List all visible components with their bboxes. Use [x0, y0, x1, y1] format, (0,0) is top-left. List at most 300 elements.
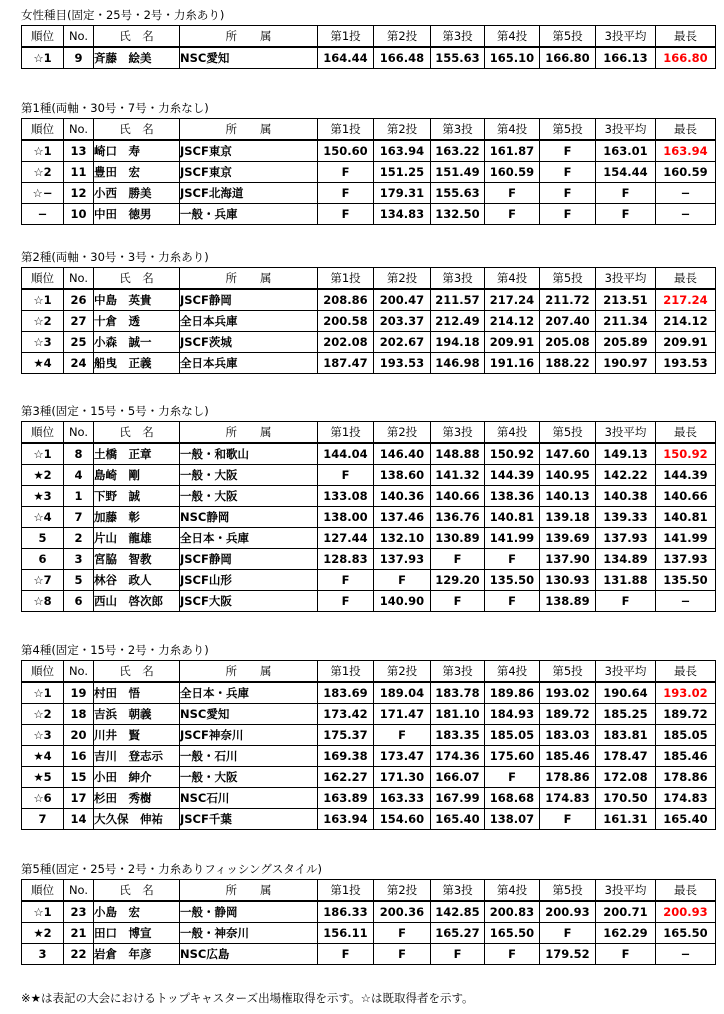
throw4-header: 第4投 [485, 880, 540, 902]
throw5-header: 第5投 [540, 119, 596, 141]
cell-t4: 189.86 [485, 682, 540, 704]
cell-t1: 162.27 [318, 767, 374, 788]
cell-no: 8 [64, 443, 94, 465]
cell-t4: 214.12 [485, 311, 540, 332]
cell-t4: 168.68 [485, 788, 540, 809]
cell-best: 174.83 [656, 788, 716, 809]
affiliation-header: 所 属 [180, 422, 318, 444]
name-header: 氏 名 [94, 661, 180, 683]
cell-t4: 185.05 [485, 725, 540, 746]
cell-t4: 191.16 [485, 353, 540, 374]
affiliation-header: 所 属 [180, 268, 318, 290]
throw5-header: 第5投 [540, 26, 596, 48]
cell-no: 20 [64, 725, 94, 746]
header-row [22, 880, 716, 902]
table-row [22, 704, 716, 725]
cell-name: 西山 啓次郎 [94, 591, 180, 612]
cell-best: 185.46 [656, 746, 716, 767]
average-header: 3投平均 [596, 422, 656, 444]
cell-t2: 171.30 [374, 767, 431, 788]
cell-t3: 174.36 [431, 746, 485, 767]
cell-t4: 165.10 [485, 47, 540, 69]
best-header: 最長 [656, 119, 716, 141]
cell-t2: F [374, 944, 431, 965]
cell-t4: 161.87 [485, 140, 540, 162]
cell-best: 189.72 [656, 704, 716, 725]
cell-rank: ☆− [22, 183, 64, 204]
cell-rank: ☆4 [22, 507, 64, 528]
cell-name: 島崎 剛 [94, 465, 180, 486]
rank-header: 順位 [22, 26, 64, 48]
cell-aff: JSCF茨城 [180, 332, 318, 353]
throw2-header: 第2投 [374, 26, 431, 48]
cell-no: 1 [64, 486, 94, 507]
results-table [21, 421, 716, 612]
cell-t3: 155.63 [431, 183, 485, 204]
cell-name: 宮脇 智教 [94, 549, 180, 570]
cell-avg: 172.08 [596, 767, 656, 788]
cell-avg: 166.13 [596, 47, 656, 69]
cell-t5: 139.18 [540, 507, 596, 528]
throw5-header: 第5投 [540, 661, 596, 683]
cell-t2: 138.60 [374, 465, 431, 486]
cell-t3: F [431, 944, 485, 965]
best-header: 最長 [656, 268, 716, 290]
cell-t2: 132.10 [374, 528, 431, 549]
cell-t2: 193.53 [374, 353, 431, 374]
cell-t4: 175.60 [485, 746, 540, 767]
cell-t3: 194.18 [431, 332, 485, 353]
header-row [22, 422, 716, 444]
cell-name: 十倉 透 [94, 311, 180, 332]
cell-t3: 183.78 [431, 682, 485, 704]
cell-best: 166.80 [656, 47, 716, 69]
cell-t5: F [540, 809, 596, 830]
cell-name: 川井 賢 [94, 725, 180, 746]
cell-t2: F [374, 923, 431, 944]
cell-t1: 163.89 [318, 788, 374, 809]
cell-t1: F [318, 465, 374, 486]
cell-t4: 140.81 [485, 507, 540, 528]
throw2-header: 第2投 [374, 422, 431, 444]
cell-no: 22 [64, 944, 94, 965]
cell-t3: 146.98 [431, 353, 485, 374]
cell-aff: JSCF神奈川 [180, 725, 318, 746]
cell-rank: ★3 [22, 486, 64, 507]
results-table [21, 879, 716, 965]
cell-best: 200.93 [656, 901, 716, 923]
cell-no: 25 [64, 332, 94, 353]
cell-best: − [656, 944, 716, 965]
best-header: 最長 [656, 26, 716, 48]
cell-name: 片山 龍雄 [94, 528, 180, 549]
table-row [22, 332, 716, 353]
throw5-header: 第5投 [540, 268, 596, 290]
results-table [21, 660, 716, 830]
cell-no: 13 [64, 140, 94, 162]
cell-no: 16 [64, 746, 94, 767]
cell-no: 4 [64, 465, 94, 486]
cell-t1: 164.44 [318, 47, 374, 69]
cell-best: 209.91 [656, 332, 716, 353]
cell-rank: ☆7 [22, 570, 64, 591]
cell-t3: 167.99 [431, 788, 485, 809]
cell-aff: JSCF静岡 [180, 549, 318, 570]
cell-no: 10 [64, 204, 94, 225]
results-table [21, 25, 716, 69]
cell-rank: 7 [22, 809, 64, 830]
cell-t1: 138.00 [318, 507, 374, 528]
cell-aff: JSCF北海道 [180, 183, 318, 204]
cell-t5: 188.22 [540, 353, 596, 374]
table-row [22, 591, 716, 612]
throw4-header: 第4投 [485, 119, 540, 141]
cell-avg: 200.71 [596, 901, 656, 923]
cell-t2: 140.90 [374, 591, 431, 612]
cell-t2: 173.47 [374, 746, 431, 767]
table-row [22, 809, 716, 830]
cell-t2: 163.94 [374, 140, 431, 162]
cell-t2: 137.93 [374, 549, 431, 570]
cell-t1: 128.83 [318, 549, 374, 570]
cell-t4: 184.93 [485, 704, 540, 725]
cell-name: 小森 誠一 [94, 332, 180, 353]
average-header: 3投平均 [596, 26, 656, 48]
cell-no: 7 [64, 507, 94, 528]
cell-best: 217.24 [656, 289, 716, 311]
header-row [22, 268, 716, 290]
average-header: 3投平均 [596, 268, 656, 290]
cell-avg: 185.25 [596, 704, 656, 725]
affiliation-header: 所 属 [180, 661, 318, 683]
rank-header: 順位 [22, 422, 64, 444]
cell-best: − [656, 183, 716, 204]
cell-t3: 165.27 [431, 923, 485, 944]
cell-best: 193.02 [656, 682, 716, 704]
cell-rank: ★5 [22, 767, 64, 788]
cell-t3: 136.76 [431, 507, 485, 528]
cell-best: 193.53 [656, 353, 716, 374]
rank-header: 順位 [22, 661, 64, 683]
cell-no: 17 [64, 788, 94, 809]
cell-aff: 一般・静岡 [180, 901, 318, 923]
cell-avg: 163.01 [596, 140, 656, 162]
header-row [22, 119, 716, 141]
cell-name: 吉浜 朝義 [94, 704, 180, 725]
cell-name: 小島 宏 [94, 901, 180, 923]
cell-aff: 一般・神奈川 [180, 923, 318, 944]
cell-aff: JSCF静岡 [180, 289, 318, 311]
section-title: 第4種(固定・15号・2号・力糸あり) [21, 643, 209, 657]
name-header: 氏 名 [94, 119, 180, 141]
cell-t5: 140.95 [540, 465, 596, 486]
cell-rank: 5 [22, 528, 64, 549]
cell-aff: 全日本兵庫 [180, 353, 318, 374]
results-table [21, 267, 716, 374]
cell-t5: F [540, 923, 596, 944]
throw1-header: 第1投 [318, 119, 374, 141]
cell-no: 18 [64, 704, 94, 725]
cell-t1: 186.33 [318, 901, 374, 923]
throw1-header: 第1投 [318, 26, 374, 48]
section-title: 第5種(固定・25号・2号・力糸ありフィッシングスタイル) [21, 862, 322, 876]
cell-avg: 149.13 [596, 443, 656, 465]
cell-rank: ☆2 [22, 311, 64, 332]
cell-t4: F [485, 944, 540, 965]
table-row [22, 923, 716, 944]
best-header: 最長 [656, 661, 716, 683]
cell-t3: F [431, 591, 485, 612]
cell-best: 140.81 [656, 507, 716, 528]
throw5-header: 第5投 [540, 880, 596, 902]
throw3-header: 第3投 [431, 661, 485, 683]
throw3-header: 第3投 [431, 268, 485, 290]
cell-t1: F [318, 183, 374, 204]
cell-rank: ☆2 [22, 162, 64, 183]
cell-t4: F [485, 591, 540, 612]
cell-avg: F [596, 591, 656, 612]
table-row [22, 311, 716, 332]
cell-t3: 130.89 [431, 528, 485, 549]
cell-t1: 144.04 [318, 443, 374, 465]
cell-aff: 全日本兵庫 [180, 311, 318, 332]
cell-t5: 207.40 [540, 311, 596, 332]
cell-t2: 151.25 [374, 162, 431, 183]
table-row [22, 528, 716, 549]
cell-t1: 163.94 [318, 809, 374, 830]
section-title: 女性種目(固定・25号・2号・力糸あり) [21, 8, 225, 22]
cell-aff: JSCF東京 [180, 162, 318, 183]
cell-rank: 3 [22, 944, 64, 965]
throw4-header: 第4投 [485, 268, 540, 290]
cell-name: 船曳 正義 [94, 353, 180, 374]
cell-best: 165.40 [656, 809, 716, 830]
cell-best: 163.94 [656, 140, 716, 162]
cell-t5: 166.80 [540, 47, 596, 69]
cell-avg: 205.89 [596, 332, 656, 353]
cell-t5: 185.46 [540, 746, 596, 767]
cell-best: 140.66 [656, 486, 716, 507]
cell-rank: ★4 [22, 746, 64, 767]
cell-t1: F [318, 162, 374, 183]
cell-name: 中田 徳男 [94, 204, 180, 225]
cell-avg: 140.38 [596, 486, 656, 507]
throw1-header: 第1投 [318, 422, 374, 444]
affiliation-header: 所 属 [180, 880, 318, 902]
cell-aff: NSC石川 [180, 788, 318, 809]
cell-aff: NSC静岡 [180, 507, 318, 528]
cell-name: 林谷 政人 [94, 570, 180, 591]
cell-avg: 134.89 [596, 549, 656, 570]
cell-avg: 170.50 [596, 788, 656, 809]
cell-t3: 165.40 [431, 809, 485, 830]
cell-avg: 131.88 [596, 570, 656, 591]
table-row [22, 570, 716, 591]
cell-t1: F [318, 570, 374, 591]
cell-t2: 171.47 [374, 704, 431, 725]
table-row [22, 183, 716, 204]
cell-best: 137.93 [656, 549, 716, 570]
cell-best: 214.12 [656, 311, 716, 332]
cell-aff: JSCF山形 [180, 570, 318, 591]
cell-aff: 一般・大阪 [180, 486, 318, 507]
cell-t4: 150.92 [485, 443, 540, 465]
table-row [22, 944, 716, 965]
cell-rank: ★4 [22, 353, 64, 374]
cell-aff: 一般・大阪 [180, 767, 318, 788]
cell-name: 豊田 宏 [94, 162, 180, 183]
cell-aff: 一般・大阪 [180, 465, 318, 486]
cell-t2: 200.36 [374, 901, 431, 923]
cell-t2: 179.31 [374, 183, 431, 204]
cell-t1: 173.42 [318, 704, 374, 725]
throw3-header: 第3投 [431, 119, 485, 141]
cell-t1: 200.58 [318, 311, 374, 332]
name-header: 氏 名 [94, 880, 180, 902]
cell-t3: 155.63 [431, 47, 485, 69]
cell-t4: F [485, 204, 540, 225]
table-row [22, 788, 716, 809]
footnote: ※★は表記の大会におけるトップキャスターズ出場権取得を示す。☆は既取得者を示す。 [21, 991, 474, 1005]
cell-t1: 202.08 [318, 332, 374, 353]
cell-t2: F [374, 570, 431, 591]
cell-t4: 141.99 [485, 528, 540, 549]
cell-name: 大久保 伸祐 [94, 809, 180, 830]
cell-rank: ☆1 [22, 140, 64, 162]
cell-best: − [656, 591, 716, 612]
cell-t4: 200.83 [485, 901, 540, 923]
cell-t3: 163.22 [431, 140, 485, 162]
cell-aff: 一般・和歌山 [180, 443, 318, 465]
cell-no: 6 [64, 591, 94, 612]
cell-t3: 183.35 [431, 725, 485, 746]
rank-header: 順位 [22, 119, 64, 141]
cell-t2: 154.60 [374, 809, 431, 830]
cell-t2: 203.37 [374, 311, 431, 332]
cell-t3: 212.49 [431, 311, 485, 332]
cell-avg: 162.29 [596, 923, 656, 944]
cell-t3: 140.66 [431, 486, 485, 507]
cell-t5: 147.60 [540, 443, 596, 465]
cell-t4: 217.24 [485, 289, 540, 311]
cell-t5: 174.83 [540, 788, 596, 809]
cell-t2: 202.67 [374, 332, 431, 353]
cell-t3: 142.85 [431, 901, 485, 923]
no-header: No. [64, 268, 94, 290]
cell-t5: 140.13 [540, 486, 596, 507]
cell-avg: 190.97 [596, 353, 656, 374]
table-row [22, 47, 716, 69]
cell-rank: − [22, 204, 64, 225]
cell-avg: 142.22 [596, 465, 656, 486]
throw2-header: 第2投 [374, 119, 431, 141]
cell-no: 14 [64, 809, 94, 830]
cell-t5: 189.72 [540, 704, 596, 725]
affiliation-header: 所 属 [180, 119, 318, 141]
cell-t1: 208.86 [318, 289, 374, 311]
cell-best: 160.59 [656, 162, 716, 183]
table-row [22, 140, 716, 162]
cell-avg: 137.93 [596, 528, 656, 549]
cell-aff: NSC広島 [180, 944, 318, 965]
cell-rank: ☆3 [22, 725, 64, 746]
table-row [22, 901, 716, 923]
cell-rank: ☆6 [22, 788, 64, 809]
throw4-header: 第4投 [485, 26, 540, 48]
cell-aff: NSC愛知 [180, 47, 318, 69]
no-header: No. [64, 119, 94, 141]
cell-rank: ☆3 [22, 332, 64, 353]
cell-rank: ☆1 [22, 289, 64, 311]
cell-no: 3 [64, 549, 94, 570]
cell-avg: F [596, 944, 656, 965]
cell-t1: 127.44 [318, 528, 374, 549]
table-row [22, 767, 716, 788]
cell-no: 21 [64, 923, 94, 944]
cell-avg: F [596, 204, 656, 225]
cell-t2: 166.48 [374, 47, 431, 69]
cell-name: 杉田 秀樹 [94, 788, 180, 809]
cell-t2: 200.47 [374, 289, 431, 311]
cell-best: 135.50 [656, 570, 716, 591]
header-row [22, 26, 716, 48]
cell-name: 田口 博宣 [94, 923, 180, 944]
section-title: 第3種(固定・15号・5号・力糸なし) [21, 404, 209, 418]
cell-aff: 全日本・兵庫 [180, 528, 318, 549]
table-row [22, 353, 716, 374]
cell-no: 2 [64, 528, 94, 549]
cell-t4: F [485, 767, 540, 788]
table-row [22, 549, 716, 570]
cell-t1: 169.38 [318, 746, 374, 767]
cell-t1: F [318, 591, 374, 612]
cell-rank: ☆8 [22, 591, 64, 612]
cell-t5: 205.08 [540, 332, 596, 353]
cell-t3: 132.50 [431, 204, 485, 225]
cell-avg: 178.47 [596, 746, 656, 767]
best-header: 最長 [656, 422, 716, 444]
cell-t1: 175.37 [318, 725, 374, 746]
cell-avg: 213.51 [596, 289, 656, 311]
cell-aff: JSCF東京 [180, 140, 318, 162]
throw4-header: 第4投 [485, 661, 540, 683]
cell-t2: 163.33 [374, 788, 431, 809]
cell-avg: 154.44 [596, 162, 656, 183]
cell-rank: ☆1 [22, 47, 64, 69]
cell-aff: 全日本・兵庫 [180, 682, 318, 704]
cell-aff: 一般・石川 [180, 746, 318, 767]
cell-t5: 178.86 [540, 767, 596, 788]
cell-t2: F [374, 725, 431, 746]
cell-rank: ☆1 [22, 443, 64, 465]
throw5-header: 第5投 [540, 422, 596, 444]
cell-t2: 146.40 [374, 443, 431, 465]
cell-t1: 183.69 [318, 682, 374, 704]
cell-no: 27 [64, 311, 94, 332]
cell-t3: 141.32 [431, 465, 485, 486]
average-header: 3投平均 [596, 880, 656, 902]
cell-t5: 139.69 [540, 528, 596, 549]
cell-t2: 140.36 [374, 486, 431, 507]
name-header: 氏 名 [94, 26, 180, 48]
header-row [22, 661, 716, 683]
throw3-header: 第3投 [431, 26, 485, 48]
table-row [22, 746, 716, 767]
cell-t5: 137.90 [540, 549, 596, 570]
cell-t5: 183.03 [540, 725, 596, 746]
section-title: 第1種(両軸・30号・7号・力糸なし) [21, 101, 209, 115]
table-row [22, 204, 716, 225]
